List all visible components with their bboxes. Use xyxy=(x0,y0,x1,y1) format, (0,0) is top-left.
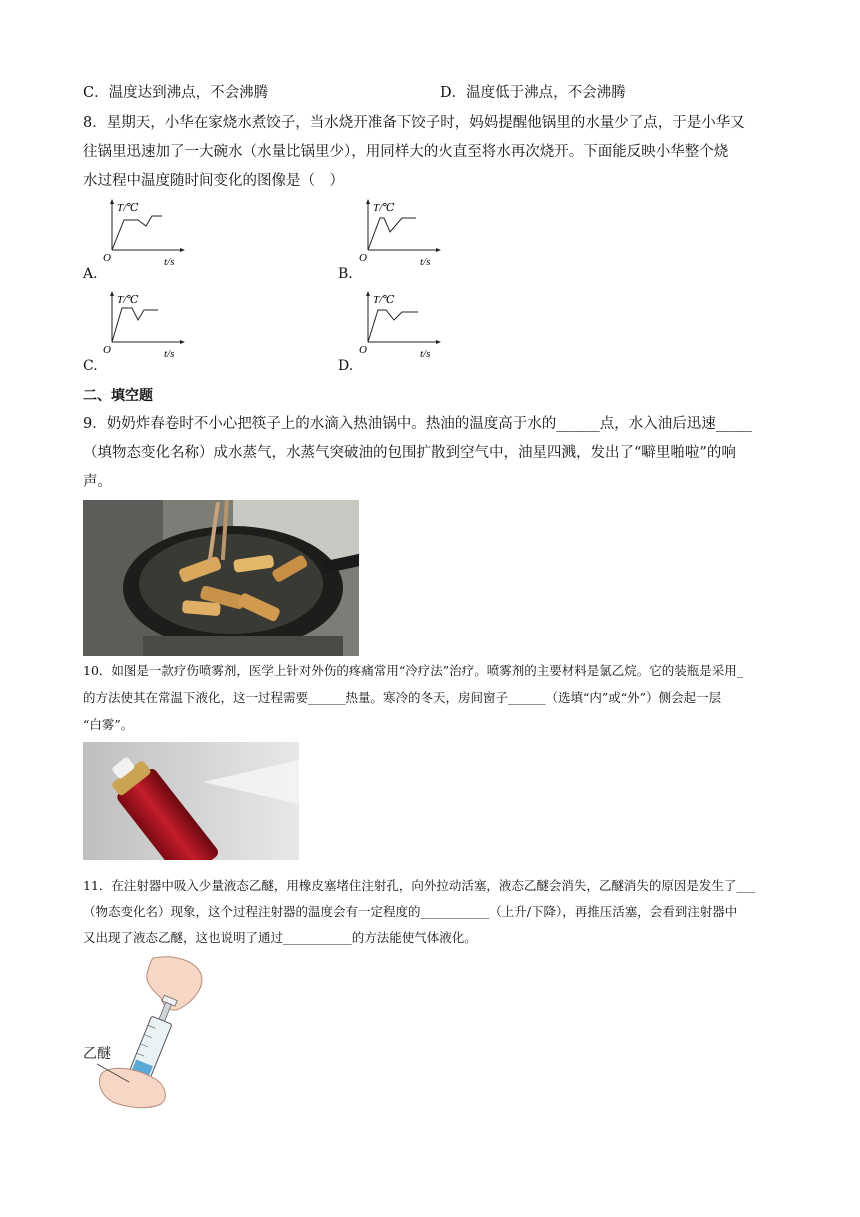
section-title-fill-in: 二、填空题 xyxy=(83,388,153,404)
q8-graph-a-y-label: T/℃ xyxy=(117,202,139,214)
q8-option-a-label: A. xyxy=(83,266,98,282)
q7-option-c: C．温度达到沸点，不会沸腾 xyxy=(83,85,269,101)
q8-graph-a xyxy=(100,198,190,268)
q8-option-b-label: B. xyxy=(338,266,353,282)
q8-graph-d-origin: O xyxy=(359,344,367,356)
syringe-label-ether: 乙醚 xyxy=(83,1046,111,1062)
q8-text-line2: 往锅里迅速加了一大碗水（水量比锅里少），用同样大的火直至将水再次烧开。下面能反映小华整个烧 xyxy=(83,144,729,160)
photo-frying-spring-rolls xyxy=(83,500,359,656)
q8-option-d-label: D. xyxy=(338,358,354,374)
q8-graph-b-y-label: T/℃ xyxy=(373,202,395,214)
q8-graph-c-y-label: T/℃ xyxy=(117,294,139,306)
q10-text-line1: 10．如图是一款疗伤喷雾剂，医学上针对外伤的疼痛常用“冷疗法”治疗。喷雾剂的主要材料是氯乙烷。它的装瓶是采用_ xyxy=(83,663,743,678)
q8-graph-c-origin: O xyxy=(103,344,111,356)
q8-text-line3: 水过程中温度随时间变化的图像是（ ） xyxy=(83,173,344,189)
q10-text-line2: 的方法使其在常温下液化，这一过程需要______热量。寒冷的冬天，房间窗子______（选填“内”或“外”）侧会起一层 xyxy=(83,690,722,705)
q7-option-d: D．温度低于沸点，不会沸腾 xyxy=(440,85,626,101)
q8-graph-a-x-label: t/s xyxy=(164,256,175,268)
q10-text-line3: “白雾”。 xyxy=(83,717,134,732)
illustration-syringe xyxy=(83,952,208,1112)
q8-graph-a-origin: O xyxy=(103,252,111,264)
q11-text-line2: （物态变化名）现象，这个过程注射器的温度会有一定程度的___________（上升/下降），再推压活塞，会看到注射器中 xyxy=(83,904,738,919)
q8-graph-d xyxy=(356,290,446,360)
q8-option-c-label: C. xyxy=(83,358,98,374)
q9-text-line3: 声。 xyxy=(83,474,112,490)
q8-graph-d-x-label: t/s xyxy=(420,348,431,360)
q8-graph-b-x-label: t/s xyxy=(420,256,431,268)
q8-text-line1: 8．星期天，小华在家烧水煮饺子，当水烧开准备下饺子时，妈妈提醒他锅里的水量少了点，于是小华又 xyxy=(83,115,745,131)
q8-graph-c-x-label: t/s xyxy=(164,348,175,360)
q8-graph-b-origin: O xyxy=(359,252,367,264)
q8-graph-d-y-label: T/℃ xyxy=(373,294,395,306)
q9-text-line2: （填物态变化名称）成水蒸气，水蒸气突破油的包围扩散到空气中，油星四溅，发出了“噼里啪啦”的响 xyxy=(83,445,736,461)
q11-text-line1: 11．在注射器中吸入少量液态乙醚，用橡皮塞堵住注射孔，向外拉动活塞，液态乙醚会消失，乙醚消失的原因是发生了___ xyxy=(83,878,756,893)
q9-text-line1: 9．奶奶炸春卷时不小心把筷子上的水滴入热油锅中。热油的温度高于水的______点，水入油后迅速_____ xyxy=(83,416,752,432)
q8-graph-b xyxy=(356,198,446,268)
photo-spray-can xyxy=(83,742,299,860)
q11-text-line3: 又出现了液态乙醚，这也说明了通过___________的方法能使气体液化。 xyxy=(83,930,477,945)
q8-graph-c xyxy=(100,290,190,360)
